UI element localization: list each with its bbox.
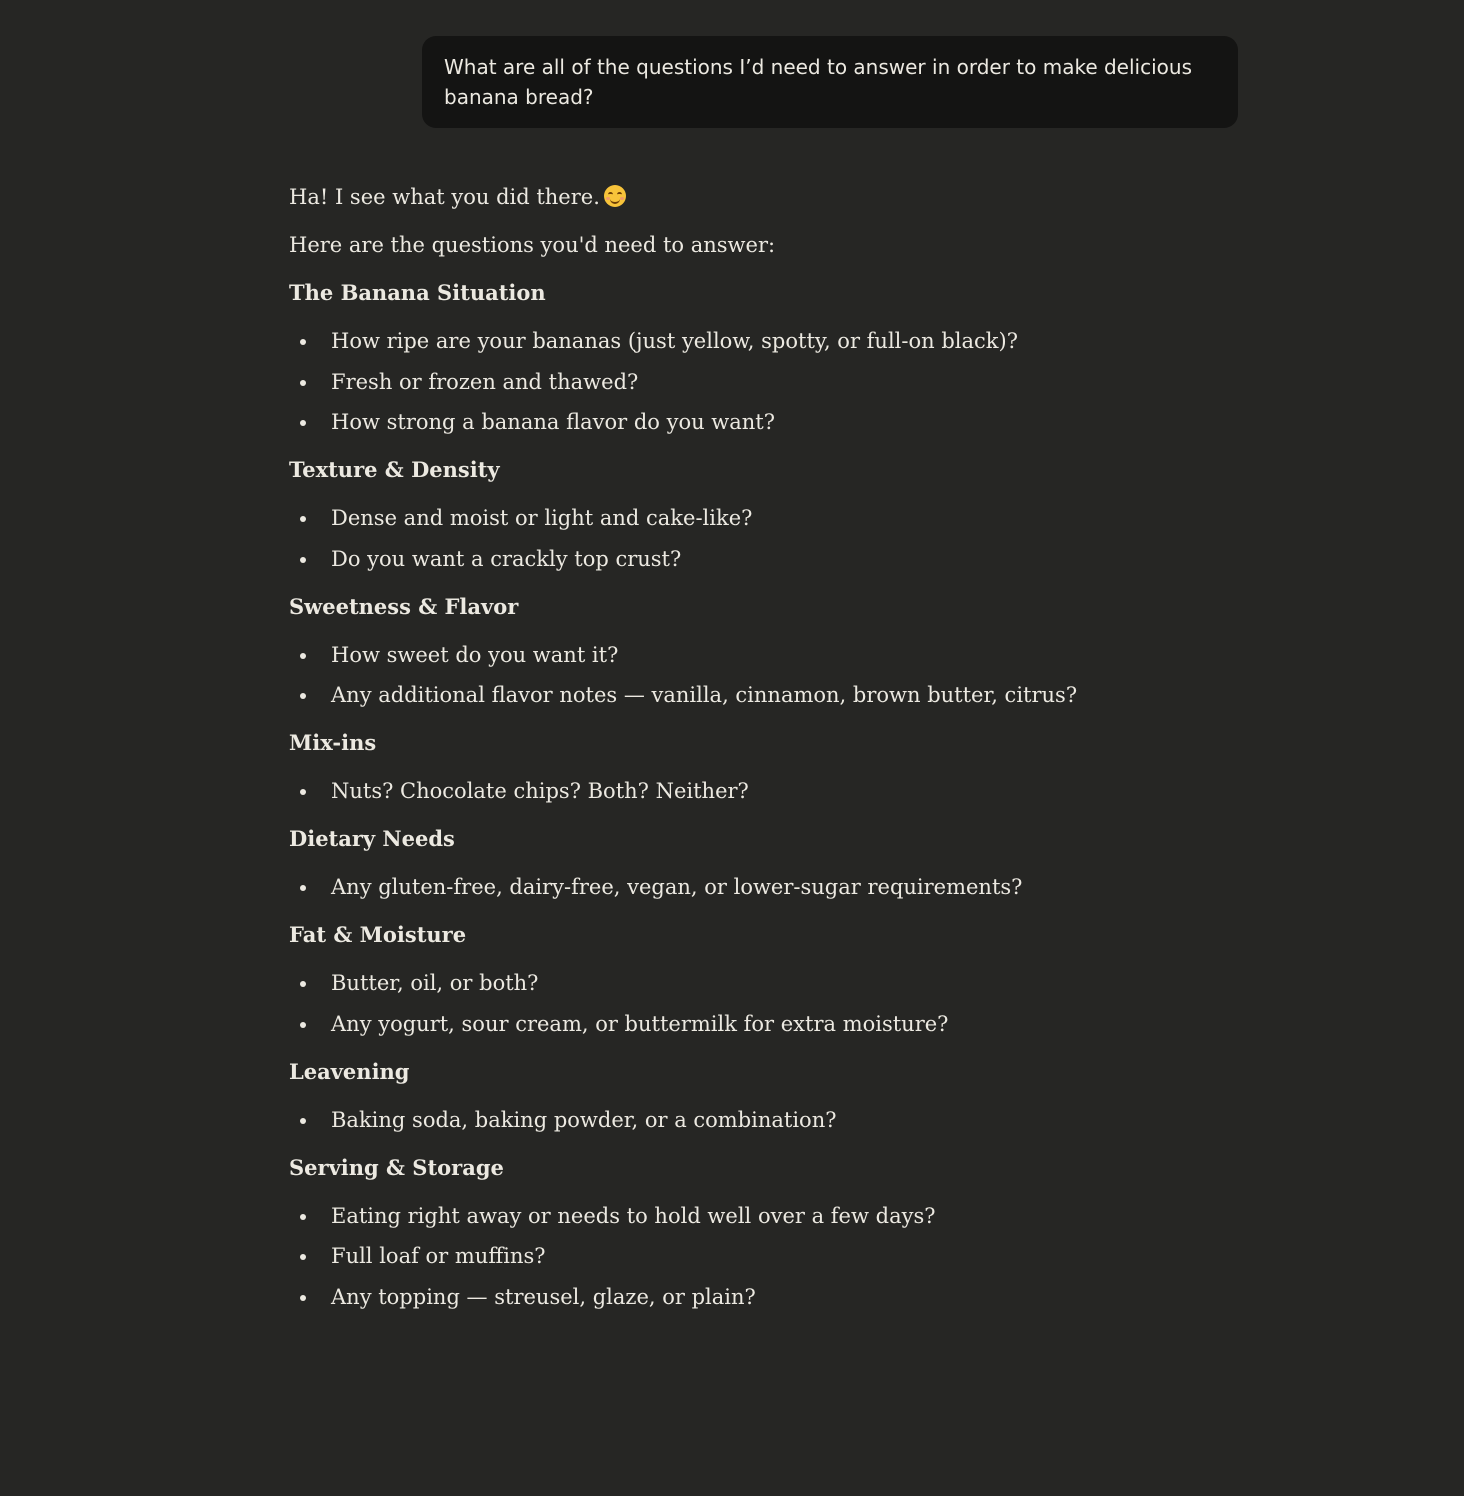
section-heading: The Banana Situation — [289, 280, 546, 305]
list-item — [289, 501, 1189, 535]
section-heading: Leavening — [289, 1058, 410, 1084]
list-item — [289, 638, 1189, 672]
list-item-text: Butter, oil, or both? — [331, 971, 539, 995]
list-item — [289, 966, 1189, 1000]
question-section — [289, 590, 1189, 713]
list-item — [289, 870, 1189, 904]
bullet-icon — [300, 1295, 306, 1301]
list-item — [289, 1007, 1189, 1041]
list-item-text: Fresh or frozen and thawed? — [331, 369, 639, 394]
user-message-text: What are all of the questions I’d need to answer in order to make delicious banana bread? — [444, 55, 1192, 109]
question-sections — [289, 276, 1189, 1314]
question-section — [289, 1151, 1189, 1314]
section-heading: Fat & Moisture — [289, 922, 467, 947]
list-item-text: Any gluten-free, dairy-free, vegan, or lower-sugar requirements? — [331, 875, 1023, 899]
bullet-icon — [300, 516, 306, 522]
list-item-text: Any yogurt, sour cream, or buttermilk for extra moisture? — [331, 1011, 949, 1036]
bullet-icon — [300, 1022, 306, 1028]
list-item — [289, 774, 1189, 808]
list-item — [289, 1280, 1189, 1314]
assistant-message — [289, 180, 1189, 1320]
bullet-icon — [300, 557, 306, 563]
bullet-icon — [300, 339, 306, 345]
bullet-icon — [300, 1254, 306, 1260]
question-list — [289, 870, 1189, 904]
question-section — [289, 822, 1189, 904]
question-section — [289, 453, 1189, 576]
question-list — [289, 966, 1189, 1041]
bullet-icon — [300, 1118, 306, 1124]
smiling-face-icon — [604, 185, 626, 207]
list-item-text: Full loaf or muffins? — [331, 1244, 546, 1268]
list-item-text: Baking soda, baking powder, or a combination? — [331, 1107, 837, 1132]
assistant-lead: Here are the questions you'd need to answer: — [289, 233, 776, 257]
question-list — [289, 774, 1189, 808]
section-heading: Dietary Needs — [289, 826, 455, 851]
list-item — [289, 542, 1189, 576]
list-item — [289, 1239, 1189, 1273]
list-item-text: Any topping — streusel, glaze, or plain? — [331, 1284, 756, 1309]
list-item-text: How ripe are your bananas (just yellow, spotty, or full-on black)? — [331, 329, 1018, 353]
list-item-text: Nuts? Chocolate chips? Both? Neither? — [331, 779, 749, 803]
assistant-intro — [289, 180, 1189, 214]
question-section — [289, 276, 1189, 439]
list-item — [289, 1199, 1189, 1233]
bullet-icon — [300, 420, 306, 426]
list-item — [289, 678, 1189, 712]
bullet-icon — [300, 653, 306, 659]
list-item — [289, 1103, 1189, 1137]
list-item-text: Do you want a crackly top crust? — [331, 546, 682, 571]
bullet-icon — [300, 885, 306, 891]
bullet-icon — [300, 1214, 306, 1220]
list-item-text: Eating right away or needs to hold well over a few days? — [331, 1203, 936, 1228]
assistant-intro-text: Ha! I see what you did there. — [289, 185, 600, 209]
list-item — [289, 324, 1189, 358]
section-heading: Texture & Density — [289, 457, 500, 482]
list-item-text: How strong a banana flavor do you want? — [331, 410, 776, 434]
question-list — [289, 638, 1189, 713]
section-heading: Mix-ins — [289, 730, 377, 755]
list-item-text: Dense and moist or light and cake-like? — [331, 506, 753, 530]
bullet-icon — [300, 789, 306, 795]
question-list — [289, 1103, 1189, 1137]
question-list — [289, 324, 1189, 439]
question-list — [289, 501, 1189, 576]
question-section — [289, 1055, 1189, 1137]
list-item — [289, 405, 1189, 439]
section-heading: Sweetness & Flavor — [289, 593, 519, 619]
question-section — [289, 726, 1189, 808]
question-section — [289, 918, 1189, 1041]
list-item-text: Any additional flavor notes — vanilla, cinnamon, brown butter, citrus? — [331, 683, 1078, 707]
question-list — [289, 1199, 1189, 1314]
bullet-icon — [300, 981, 306, 987]
user-message-bubble — [422, 36, 1238, 128]
list-item — [289, 365, 1189, 399]
list-item-text: How sweet do you want it? — [331, 642, 619, 667]
bullet-icon — [300, 693, 306, 699]
bullet-icon — [300, 380, 306, 386]
section-heading: Serving & Storage — [289, 1154, 504, 1180]
